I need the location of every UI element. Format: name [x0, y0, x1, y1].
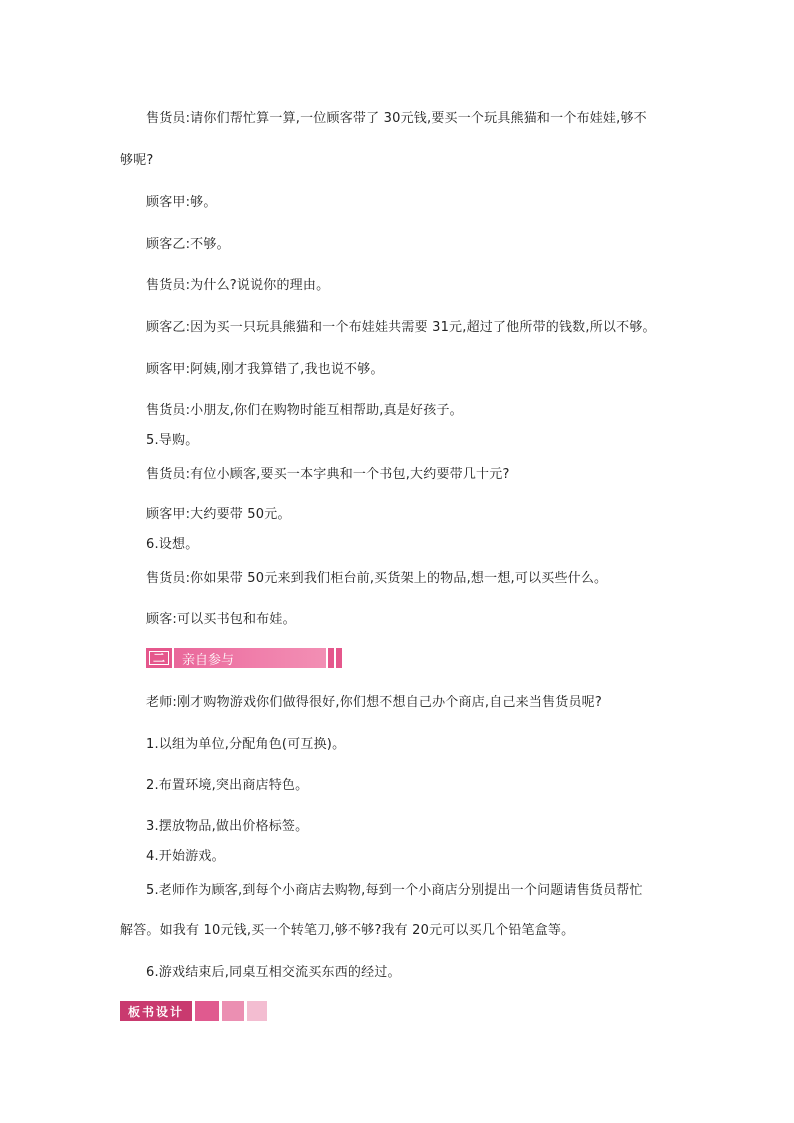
section-number: 二 [146, 648, 174, 668]
section-stripe [334, 648, 342, 668]
dialogue-line: 够呢? [120, 153, 154, 168]
dialogue-line: 售货员:请你们帮忙算一算,一位顾客带了 30元钱,要买一个玩具熊猫和一个布娃娃,够不 [146, 111, 647, 126]
step-item: 1.以组为单位,分配角色(可互换)。 [146, 737, 346, 752]
dialogue-line: 顾客甲:够。 [146, 195, 217, 210]
dialogue-line: 顾客乙:不够。 [146, 237, 230, 252]
step-heading: 5.导购。 [146, 433, 199, 448]
section-title: 亲自参与 [174, 648, 326, 668]
decor-square [195, 1001, 219, 1021]
step-item: 5.老师作为顾客,到每个小商店去购物,每到一个小商店分别提出一个问题请售货员帮忙 [146, 883, 643, 898]
dialogue-line: 顾客乙:因为买一只玩具熊猫和一个布娃娃共需要 31元,超过了他所带的钱数,所以不够。 [146, 320, 656, 335]
step-item: 解答。如我有 10元钱,买一个转笔刀,够不够?我有 20元可以买几个铅笔盒等。 [120, 923, 575, 938]
step-item: 3.摆放物品,做出价格标签。 [146, 819, 309, 834]
dialogue-line: 顾客甲:阿姨,刚才我算错了,我也说不够。 [146, 362, 384, 377]
teacher-line: 老师:刚才购物游戏你们做得很好,你们想不想自己办个商店,自己来当售货员呢? [146, 695, 602, 710]
dialogue-line: 顾客:可以买书包和布娃。 [146, 612, 296, 627]
dialogue-line: 售货员:为什么?说说你的理由。 [146, 278, 330, 293]
section-stripe [326, 648, 334, 668]
decor-square [247, 1001, 267, 1021]
dialogue-line: 售货员:小朋友,你们在购物时能互相帮助,真是好孩子。 [146, 403, 463, 418]
board-design-label: 板书设计 [120, 1001, 192, 1021]
dialogue-line: 顾客甲:大约要带 50元。 [146, 507, 291, 522]
dialogue-line: 售货员:有位小顾客,要买一本字典和一个书包,大约要带几十元? [146, 467, 510, 482]
step-item: 6.游戏结束后,同桌互相交流买东西的经过。 [146, 965, 401, 980]
step-heading: 6.设想。 [146, 537, 199, 552]
board-design-header [120, 1001, 267, 1021]
decor-square [222, 1001, 244, 1021]
dialogue-line: 售货员:你如果带 50元来到我们柜台前,买货架上的物品,想一想,可以买些什么。 [146, 571, 608, 586]
step-item: 2.布置环境,突出商店特色。 [146, 778, 309, 793]
section-header-participate [146, 648, 342, 668]
step-item: 4.开始游戏。 [146, 849, 225, 864]
